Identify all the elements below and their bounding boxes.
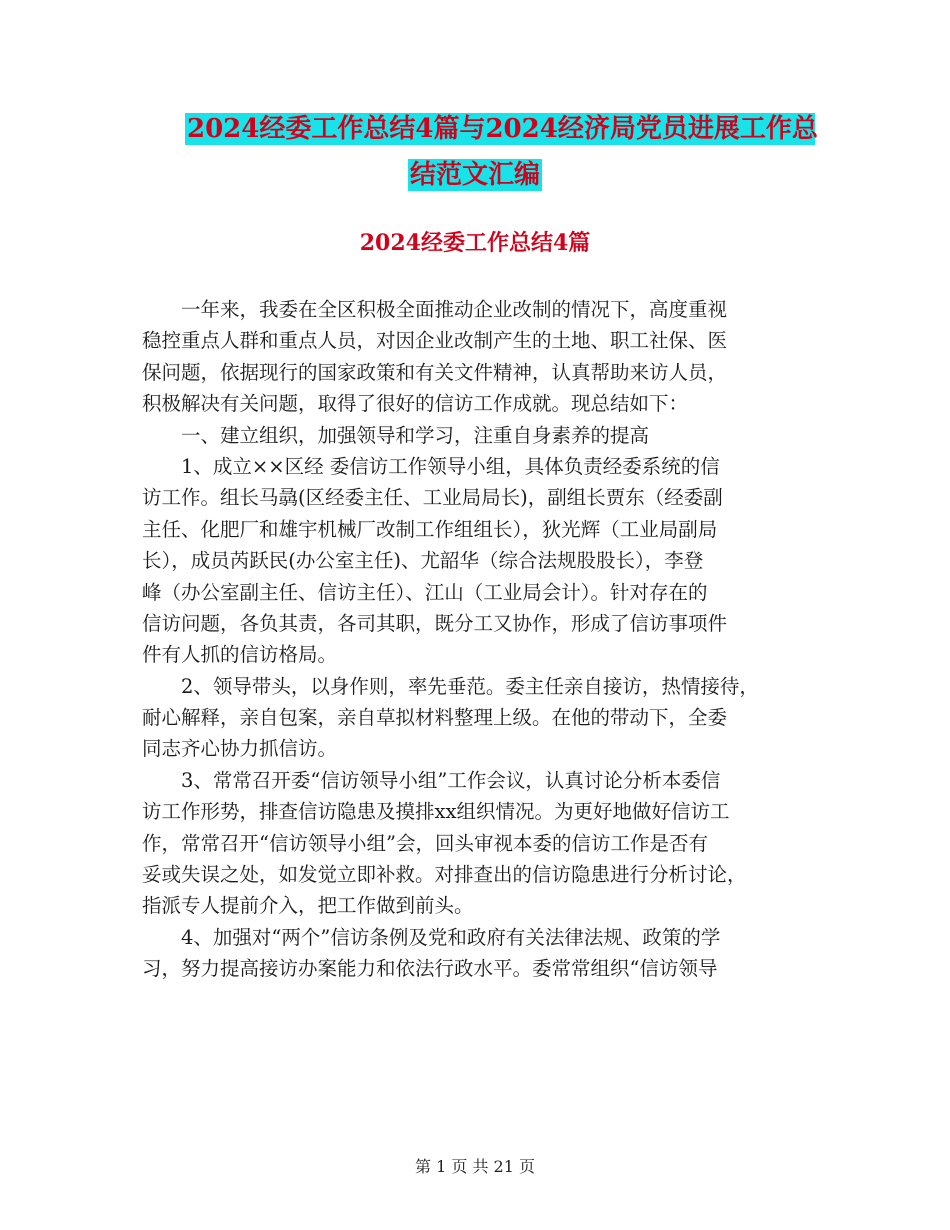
body-line: 长），成员芮跃民(办公室主任)、尤韶华（综合法规股股长），李登 (142, 549, 704, 573)
body-line: 访工作。组长马骉(区经委主任、工业局局长)，副组长贾东（经委副 (142, 486, 723, 510)
body-line: 主任、化肥厂和雄宇机械厂改制工作组组长），狄光辉（工业局副局 (142, 517, 718, 541)
body-line: 3、常常召开委“信访领导小组”工作会议，认真讨论分析本委信 (181, 768, 721, 792)
body-line: 4、加强对“两个”信访条例及党和政府有关法律法规、政策的学 (181, 925, 721, 949)
body-line: 一年来，我委在全区积极全面推动企业改制的情况下，高度重视 (181, 298, 728, 321)
title-line-1: 2024经委工作总结4篇与2024经济局党员进展工作总 (187, 114, 818, 144)
section-title: 2024经委工作总结4篇 (359, 230, 591, 256)
body-line: 信访问题，各负其责，各司其职，既分工又协作，形成了信访事项件 (142, 611, 728, 635)
body-line: 耐心解释，亲自包案，亲自草拟材料整理上级。在他的带动下，全委 (142, 706, 728, 730)
body-line: 访工作形势，排查信访隐患及摸排xx组织情况。为更好地做好信访工 (142, 800, 730, 824)
body-line: 保问题，依据现行的国家政策和有关文件精神，认真帮助来访人员， (142, 360, 728, 384)
body-line: 指派专人提前介入，把工作做到前头。 (142, 894, 474, 918)
body-line: 习，努力提高接访办案能力和依法行政水平。委常常组织“信访领导 (142, 957, 718, 981)
body-line: 件有人抓的信访格局。 (142, 643, 338, 667)
heading-line: 一、建立组织，加强领导和学习，注重自身素养的提高 (181, 423, 650, 447)
body-text (142, 294, 818, 985)
body-line: 同志齐心协力抓信访。 (142, 737, 338, 761)
page-footer: 第 1 页 共 21 页 (415, 1157, 535, 1176)
body-line: 积极解决有关问题，取得了很好的信访工作成就。现总结如下： (142, 392, 689, 416)
body-line: 作，常常召开“信访领导小组”会，回头审视本委的信访工作是否有 (142, 831, 708, 855)
title-line-2: 结范文汇编 (410, 160, 541, 190)
body-line: 2、领导带头，以身作则，率先垂范。委主任亲自接访，热情接待， (181, 674, 759, 698)
body-line: 稳控重点人群和重点人员，对因企业改制产生的土地、职工社保、医 (142, 329, 728, 353)
body-line: 峰（办公室副主任、信访主任）、江山（工业局会计）。针对存在的 (142, 580, 708, 604)
body-line: 1、成立××区经 委信访工作领导小组，具体负责经委系统的信 (181, 454, 720, 478)
body-line: 妥或失误之处，如发觉立即补救。对排查出的信访隐患进行分析讨论， (142, 863, 747, 887)
